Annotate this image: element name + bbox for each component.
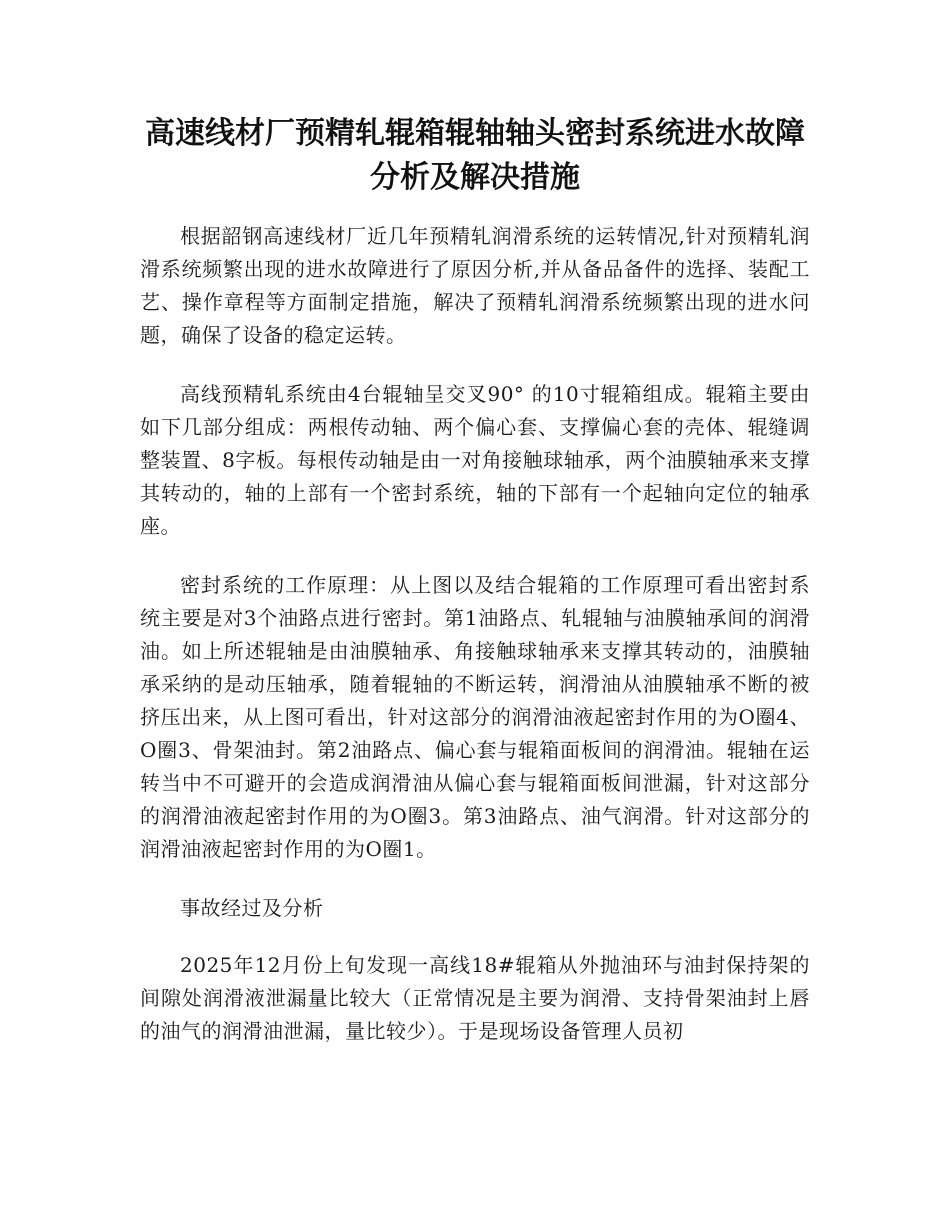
paragraph-seal-principle: 密封系统的工作原理：从上图以及结合辊箱的工作原理可看出密封系统主要是对3个油路点进行密封。第1油路点、轧辊轴与油膜轴承间的润滑油。如上所述辊轴是由油膜轴承、角接触球轴承来支撑其转动的，油膜轴承采纳的是动压轴承，随着辊轴的不断运转，润滑油从油膜轴承不断的被挤压出来，从上图可看出，针对这部分的润滑油液起密封作用的为O圈4、O圈3、骨架油封。第2油路点、偏心套与辊箱面板间的润滑油。辊轴在运转当中不可避开的会造成润滑油从偏心套与辊箱面板间泄漏，针对这部分的润滑油液起密封作用的为O圈3。第3油路点、油气润滑。针对这部分的润滑油液起密封作用的为O圈1。 [140, 573, 810, 861]
section-heading-accident: 事故经过及分析 [180, 896, 324, 920]
paragraph-abstract: 根据韶钢高速线材厂近几年预精轧润滑系统的运转情况,针对预精轧润滑系统频繁出现的进水故障进行了原因分析,并从备品备件的选择、装配工艺、操作章程等方面制定措施，解决了预精轧润滑系统频繁出现的进水问题，确保了设备的稳定运转。 [140, 224, 810, 347]
document-title: 高速线材厂预精轧辊箱辊轴轴头密封系统进水故障分析及解决措施 [145, 116, 805, 195]
paragraph-structure: 高线预精轧系统由4台辊轴呈交叉90° 的10寸辊箱组成。辊箱主要由如下几部分组成：两根传动轴、两个偏心套、支撑偏心套的壳体、辊缝调整装置、8字板。每根传动轴是由一对角接触球轴承，两个油膜轴承来支撑其转动的，轴的上部有一个密封系统，轴的下部有一个起轴向定位的轴承座。 [140, 382, 810, 538]
paragraph-accident: 2025年12月份上旬发现一高线18#辊箱从外抛油环与油封保持架的间隙处润滑液泄漏量比较大（正常情况是主要为润滑、支持骨架油封上唇的油气的润滑油泄漏，量比较少）。于是现场设备管理人员初 [140, 953, 810, 1043]
